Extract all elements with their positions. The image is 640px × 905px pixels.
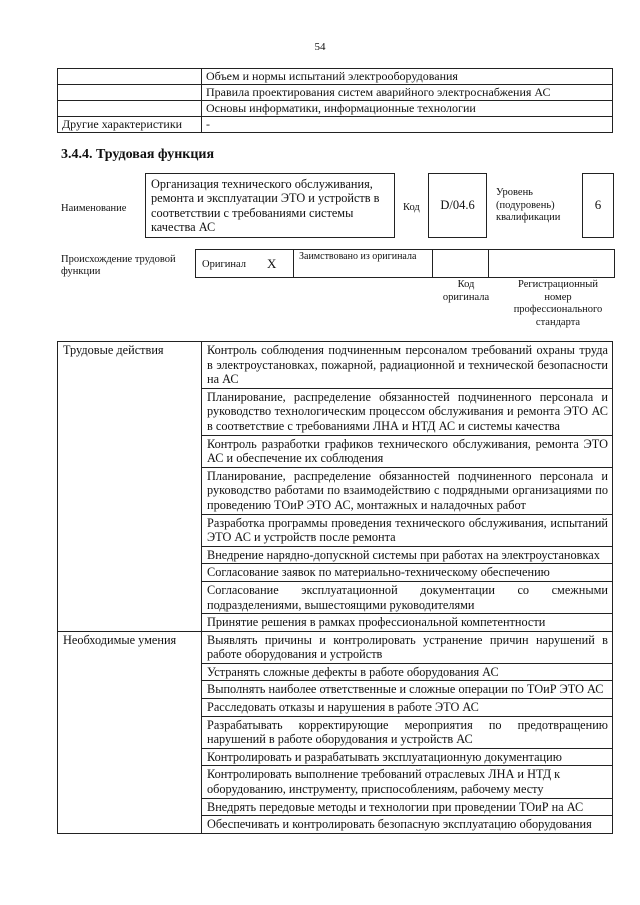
function-table	[57, 341, 613, 834]
name-value: Организация технического обслуживания, ремонта и эксплуатации ЭТО и устройств в соответствии с требованиями системы качества АС	[151, 177, 380, 235]
action-item: Внедрение нарядно-допускной системы при работах на электроустановках	[202, 546, 613, 564]
name-box	[145, 173, 395, 238]
skills-label: Необходимые умения	[58, 631, 202, 833]
action-item: Планирование, распределение обязанностей подчиненного персонала и руководство технологическим процессом обслуживания и ремонта ЭТО АС в соответствие с требованиями ЛНА и НТД АС и системы качества	[202, 388, 613, 435]
knowledge-row: Основы информатики, информационные технологии	[202, 101, 613, 117]
action-item: Разработка программы проведения технического обслуживания, испытаний ЭТО АС и устройств после ремонта	[202, 514, 613, 546]
level-label: Уровень (подуровень) квалификации	[496, 187, 561, 223]
knowledge-row: Объем и нормы испытаний электрооборудования	[202, 69, 613, 85]
page-number: 54	[314, 41, 326, 53]
skill-item: Контролировать выполнение требований отраслевых ЛНА и НТД к оборудованию, инструменту, приспособлениям, рабочему месту	[202, 766, 613, 798]
borrowed-label: Заимствовано из оригинала	[299, 251, 417, 262]
action-item: Контроль соблюдения подчиненным персоналом требований охраны труда в электроустановках, пожарной, радиационной и технической безопасности на АС	[202, 342, 613, 389]
skill-item: Выявлять причины и контролировать устранение причин нарушений в работе оборудования и устройств	[202, 631, 613, 663]
empty-cell	[58, 101, 202, 117]
skill-item: Устранять сложные дефекты в работе оборудования АС	[202, 663, 613, 681]
empty-cell	[58, 69, 202, 85]
code-label: Код	[403, 202, 420, 213]
knowledge-table	[57, 68, 613, 133]
action-item: Согласование эксплуатационной документации со смежными подразделениями, вышестоящими руководителями	[202, 581, 613, 613]
empty-cell	[58, 85, 202, 101]
code-value: D/04.6	[440, 198, 475, 212]
origin-divider	[488, 249, 489, 277]
skill-item: Контролировать и разрабатывать эксплуатационную документацию	[202, 748, 613, 766]
original-label: Оригинал	[202, 259, 246, 270]
origin-divider	[432, 249, 433, 277]
knowledge-row: Правила проектирования систем аварийного электроснабжения АС	[202, 85, 613, 101]
level-value: 6	[594, 197, 602, 212]
code-box	[428, 173, 487, 238]
other-characteristics-value: -	[202, 117, 613, 133]
action-item: Согласование заявок по материально-техническому обеспечению	[202, 564, 613, 582]
skill-item: Обеспечивать и контролировать безопасную эксплуатацию оборудования	[202, 816, 613, 834]
skill-item: Внедрять передовые методы и технологии при проведении ТОиР на АС	[202, 798, 613, 816]
other-characteristics-label: Другие характеристики	[58, 117, 202, 133]
action-item: Планирование, распределение обязанностей подчиненного персонала и руководство работами по взаимодействию с подрядными организациями по проведению ТОиР ЭТО АС, монтажных и наладочных работ	[202, 467, 613, 514]
section-heading: 3.4.4. Трудовая функция	[61, 147, 215, 162]
origin-label: Происхождение трудовой функции	[61, 254, 176, 277]
code-caption: Код оригинала	[442, 279, 490, 303]
actions-label: Трудовые действия	[58, 342, 202, 632]
skill-item: Выполнять наиболее ответственные и сложные операции по ТОиР ЭТО АС	[202, 681, 613, 699]
origin-divider	[293, 249, 294, 277]
action-item: Контроль разработки графиков технического обслуживания, ремонта ЭТО АС и обеспечение их соблюдения	[202, 435, 613, 467]
skill-item: Разрабатывать корректирующие мероприятия по предотвращению нарушений в работе оборудования и устройств АС	[202, 716, 613, 748]
name-label: Наименование	[61, 203, 127, 214]
action-item: Принятие решения в рамках профессиональной компетентности	[202, 614, 613, 632]
reg-caption: Регистрационный номер профессионального стандарта	[513, 279, 603, 328]
level-box	[582, 173, 614, 238]
skill-item: Расследовать отказы и нарушения в работе ЭТО АС	[202, 699, 613, 717]
original-mark: X	[267, 256, 277, 271]
